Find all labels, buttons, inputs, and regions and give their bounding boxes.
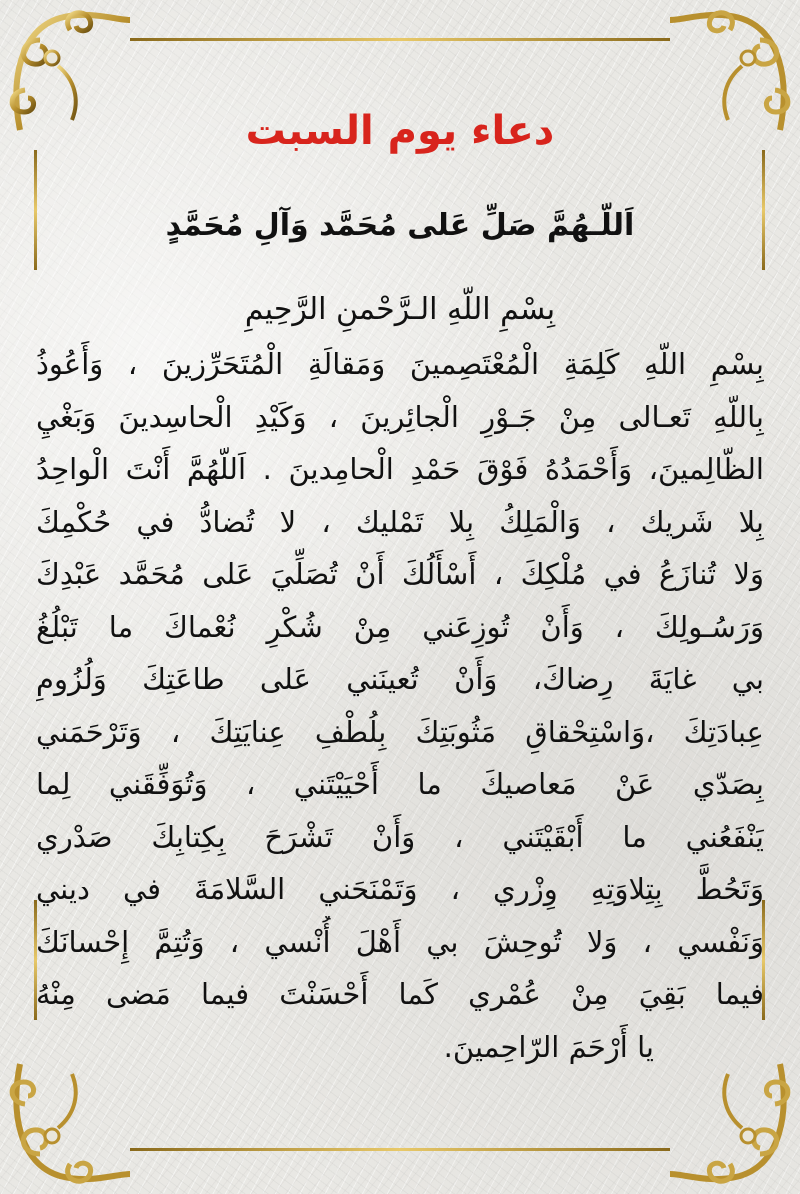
prayer-line: وَرَسُـولِكَ ، وَأَنْ تُوزِعَني مِنْ شُكْرِ نُعْماكَ ما تَبْلُغُ [36, 609, 764, 644]
prayer-line: بِلا شَريك ، وَالْمَلِكُ بِلا تَمْليك ، لا تُضادُّ في حُكْمِكَ [36, 504, 764, 539]
gold-scroll-corner-icon [0, 1054, 140, 1194]
prayer-line: فيما بَقِيَ مِنْ عُمْري كَما أَحْسَنْتَ فيما مَضى مِنْهُ [36, 977, 764, 1011]
prayer-title: دعاء يوم السبت [245, 108, 555, 154]
frame-line-top [130, 38, 670, 41]
prayer-line: بي غايَةَ رِضاكَ، وَأَنْ تُعينَني عَلى طاعَتِكَ وَلُزُومِ [36, 662, 764, 696]
prayer-line: عِبادَتِكَ ،وَاسْتِحْقاقِ مَثُوبَتِكَ بِلُطْفِ عِنايَتِكَ ، وَتَرْحَمَني [36, 714, 764, 749]
prayer-body [36, 338, 764, 1073]
gold-scroll-corner-icon [660, 1054, 800, 1194]
prayer-line: بِسْمِ اللّهِ كَلِمَةِ الْمُعْتَصِمينَ وَمَقالَةِ الْمُتَحَرِّزينَ ، وَأَعُوذُ [36, 347, 764, 381]
prayer-line: بِاللّهِ تَعـالى مِنْ جَـوْرِ الْجائِرينَ ، وَكَيْدِ الْحاسِدينَ وَبَغْيِ [36, 399, 764, 434]
prayer-line: وَنَفْسي ، وَلا تُوحِشَ بي أَهْلَ أُنْسي ، وَتُتِمَّ إِحْسانَكَ [36, 924, 764, 959]
prayer-line: وَلا تُنازَعُ في مُلْكِكَ ، أَسْأَلُكَ أَنْ تُصَلِّيَ عَلى مُحَمَّد عَبْدِكَ [36, 557, 764, 591]
prayer-line: بِصَدّي عَنْ مَعاصيكَ ما أَحْيَيْتَني ، وَتُوَفِّقَني لِما [36, 767, 764, 801]
prayer-line: يَنْفَعُني ما أَبْقَيْتَني ، وَأَنْ تَشْرَحَ بِكِتابِكَ صَدْري [36, 819, 764, 854]
basmala-line: بِسْمِ اللّهِ الـرَّحْمنِ الرَّحِيمِ [244, 292, 556, 327]
frame-line-bottom [130, 1148, 670, 1151]
prayer-line: الظّالِمينَ، وَأَحْمَدُهُ فَوْقَ حَمْدِ الْحامِدينَ . اَللّهُمَّ أَنْتَ الْواحِدُ [36, 452, 764, 486]
salawat-line: اَللّـهُمَّ صَلِّ عَلى مُحَمَّد وَآلِ مُحَمَّدٍ [165, 208, 635, 243]
prayer-line: يا أَرْحَمَ الرّاحِمينَ. [443, 1029, 654, 1064]
prayer-line: وَتَحُطَّ بِتِلاوَتِهِ وِزْري ، وَتَمْنَحَني السَّلامَةَ في ديني [36, 872, 764, 906]
